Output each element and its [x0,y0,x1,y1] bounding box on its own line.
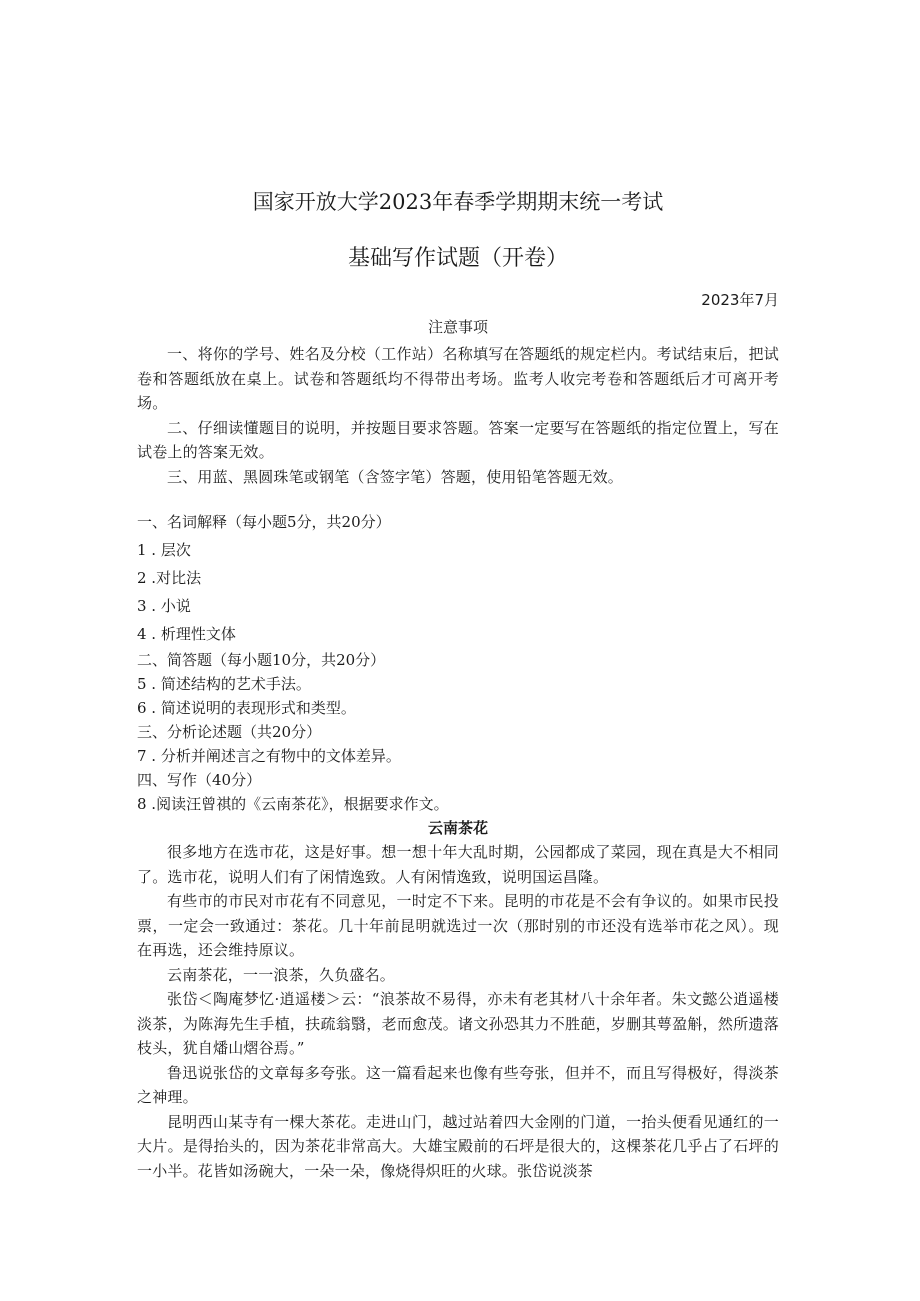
question-4: 4 . 析理性文体 [137,625,236,643]
exam-subtitle: 基础写作试题（开卷） [347,246,568,271]
exam-title: 国家开放大学2023年春季学期期末统一考试 [252,190,664,214]
essay-paragraph: 张岱＜陶庵梦忆·逍遥楼＞云：“浪茶故不易得，亦未有老其材八十余年者。朱文懿公逍遥楼淡茶，为陈海先生手植，扶疏翁翳，老而愈茂。诸文孙恐其力不胜葩，岁删其萼盈斛，然所遗落枝头，犹自燔山熠谷焉。” [137,990,779,1057]
question-6: 6 . 简述说明的表现形式和类型。 [137,699,356,717]
notice-list [137,342,779,489]
notice-item: 二、仔细读懂题目的说明，并按题目要求答题。答案一定要写在答题纸的指定位置上，写在试卷上的答案无效。 [137,418,779,461]
section-heading-2: 二、简答题（每小题10分，共20分） [137,651,386,669]
notice-item: 一、将你的学号、姓名及分校（工作站）名称填写在答题纸的规定栏内。考试结束后，把试卷和答题纸放在桌上。试卷和答题纸均不得带出考场。监考人收完考卷和答题纸后才可离开考场。 [137,345,779,412]
essay-paragraph: 很多地方在选市花，这是好事。想一想十年大乱时期，公园都成了菜园，现在真是大不相同了。选市花，说明人们有了闲情逸致。人有闲情逸致，说明国运昌隆。 [137,843,779,886]
question-7: 7 . 分析并阐述言之有物中的文体差异。 [137,747,401,765]
notice-item: 三、用蓝、黑圆珠笔或钢笔（含签字笔）答题，使用铅笔答题无效。 [167,467,624,486]
notice-heading: 注意事项 [427,318,488,336]
question-list [137,508,779,1183]
essay-passage [137,816,779,1183]
exam-date: 2023年7月 [701,291,779,309]
section-heading-1: 一、名词解释（每小题5分，共20分） [137,513,391,531]
question-3: 3 . 小说 [137,597,191,615]
essay-paragraph: 有些市的市民对市花有不同意见，一时定不下来。昆明的市花是不会有争议的。如果市民投票，一定会一致通过：茶花。几十年前昆明就选过一次（那时别的市还没有选举市花之风）。现在再选，还会维持原议。 [137,892,779,959]
section-heading-4: 四、写作（40分） [137,771,262,789]
question-8: 8 .阅读汪曾祺的《云南茶花》，根据要求作文。 [137,795,449,813]
essay-title: 云南茶花 [427,819,488,837]
question-5: 5 . 简述结构的艺术手法。 [137,675,311,693]
essay-paragraph: 鲁迅说张岱的文章每多夸张。这一篇看起来也像有些夸张，但并不，而且写得极好，得淡茶之神理。 [137,1063,779,1106]
question-2: 2 .对比法 [137,569,202,587]
section-heading-3: 三、分析论述题（共20分） [137,723,322,741]
question-1: 1 . 层次 [137,541,191,559]
essay-paragraph: 云南茶花，一一浪茶，久负盛名。 [167,965,396,984]
essay-paragraph: 昆明西山某寺有一棵大茶花。走进山门，越过站着四大金刚的门道，一抬头便看见通红的一大片。是得抬头的，因为茶花非常高大。大雄宝殿前的石坪是很大的，这棵茶花几乎占了石坪的一小半。花皆如汤碗大，一朵一朵，像烧得炽旺的火球。张岱说淡茶 [137,1112,779,1180]
